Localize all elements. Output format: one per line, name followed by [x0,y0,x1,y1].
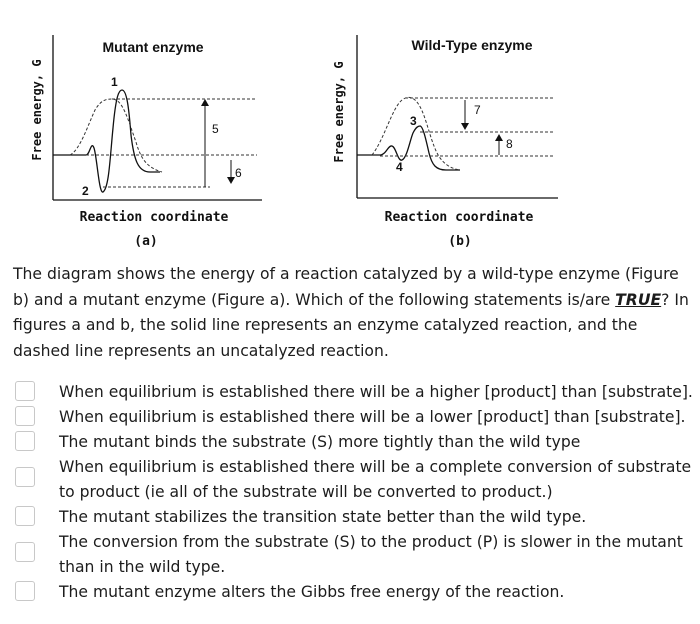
figure-a-label-2: 2 [82,184,89,198]
figure-a [30,35,262,249]
option-checkbox[interactable] [15,506,35,526]
option-label: When equilibrium is established there will be a lower [product] than [substrate]. [59,408,686,426]
option-checkbox[interactable] [15,431,35,451]
figure-a-label-5: 5 [212,122,219,136]
figure-a-arrowhead-5 [201,99,209,106]
question-text [13,262,697,364]
figure-b-title: Wild-Type enzyme [411,37,533,53]
figure-b-arrowhead-7 [461,123,469,130]
option-label: When equilibrium is established there will be a complete conversion of substrate to product (ie all of the substrate will be converted to product.) [59,458,692,501]
figure-b-label-7: 7 [474,103,481,117]
option-checkbox[interactable] [15,381,35,401]
question-text-after: ? In figures a and b, the solid line represents an enzyme catalyzed reaction, and the dashed line represents an uncatalyzed reaction. [13,290,689,360]
figure-a-uncatalyzed-curve [70,99,162,172]
figure-b-arrowhead-8 [495,134,503,141]
figure-b-xlabel: Reaction coordinate [384,210,534,225]
figure-b-panel-label: (b) [448,234,472,249]
figure-b-label-3: 3 [410,114,417,128]
figure-b-ylabel: Free energy, G [332,61,346,163]
figure-b-catalyzed-curve [380,126,460,170]
option-checkbox[interactable] [15,542,35,562]
option-label: The mutant binds the substrate (S) more tightly than the wild type [59,433,581,451]
figure-b-label-8: 8 [506,137,513,151]
figure-b-label-4: 4 [396,160,403,174]
energy-diagrams [0,0,700,255]
figure-b-uncatalyzed-curve [372,97,460,170]
figure-a-ylabel: Free energy, G [30,59,44,161]
question-emphasis: TRUE [615,290,662,309]
option-checkbox[interactable] [15,581,35,601]
option-label: The mutant stabilizes the transition state better than the wild type. [59,508,587,526]
figure-b [332,35,558,249]
option-label: The mutant enzyme alters the Gibbs free energy of the reaction. [59,583,565,601]
figure-a-label-1: 1 [111,75,118,89]
figure-a-arrowhead-6 [227,177,235,184]
option-label: The conversion from the substrate (S) to the product (P) is slower in the mutant than in the wild type. [59,533,683,576]
option-label: When equilibrium is established there will be a higher [product] than [substrate]. [59,383,693,401]
option-checkbox[interactable] [15,467,35,487]
figure-a-panel-label: (a) [134,234,158,249]
figure-a-title: Mutant enzyme [102,39,204,55]
figure-a-catalyzed-curve [86,90,160,192]
figure-a-label-6: 6 [235,166,242,180]
figure-a-xlabel: Reaction coordinate [79,210,229,225]
question-text-before: The diagram shows the energy of a reaction catalyzed by a wild-type enzyme (Figure b) and a mutant enzyme (Figure a). Which of the following statements is/are [13,265,679,309]
option-checkbox[interactable] [15,406,35,426]
